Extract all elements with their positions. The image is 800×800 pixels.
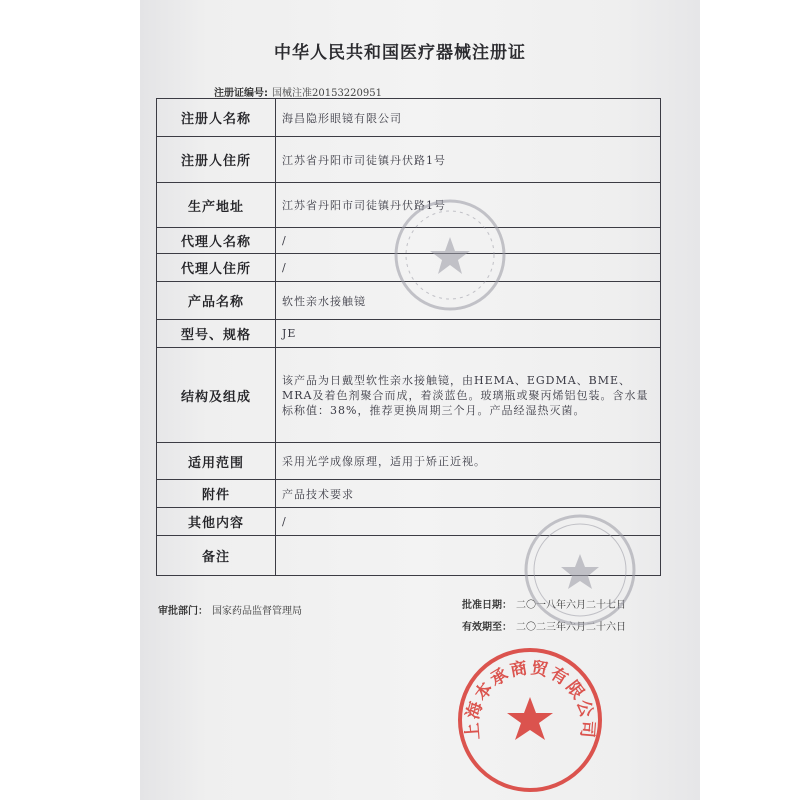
certificate-table: [156, 98, 661, 576]
approval-department: [158, 602, 302, 617]
registration-number: 国械注准20153220951: [272, 88, 382, 99]
field-label: 型号、规格: [157, 320, 276, 348]
approval-department-label: 审批部门：: [158, 606, 208, 617]
table-row: [157, 480, 661, 508]
table-row: [157, 320, 661, 348]
field-value: /: [276, 254, 661, 282]
approval-date: 二〇一八年六月二十七日: [516, 600, 626, 611]
field-label: 其他内容: [157, 508, 276, 536]
red-seal-text: 上海本承商贸有限公司: [462, 658, 598, 741]
field-value: /: [276, 508, 661, 536]
gray-official-seal: [390, 195, 510, 315]
field-value: 产品技术要求: [276, 480, 661, 508]
field-label: 注册人名称: [157, 99, 276, 137]
field-value: /: [276, 228, 661, 254]
registration-number-label: 注册证编号:: [214, 88, 268, 99]
field-label: 注册人住所: [157, 137, 276, 183]
red-company-seal: [455, 645, 605, 795]
field-label: 代理人名称: [157, 228, 276, 254]
field-label: 附件: [157, 480, 276, 508]
table-row: [157, 99, 661, 137]
field-label: 结构及组成: [157, 348, 276, 443]
table-row: [157, 443, 661, 480]
table-row: [157, 348, 661, 443]
field-label: 产品名称: [157, 282, 276, 320]
valid-until-label: 有效期至：: [462, 622, 512, 633]
gray-approval-seal: [520, 510, 640, 630]
field-label: 代理人住所: [157, 254, 276, 282]
field-value: 软性亲水接触镜: [276, 282, 661, 320]
field-value: 海昌隐形眼镜有限公司: [276, 99, 661, 137]
document-title: 中华人民共和国医疗器械注册证: [274, 43, 526, 63]
field-value: 该产品为日戴型软性亲水接触镜，由HEMA、EGDMA、BME、MRA及着色剂聚合而成，着淡蓝色。玻璃瓶或聚丙烯铝包装。含水量标称值：38%，推荐更换周期三个月。产品经湿热灭菌。: [276, 348, 661, 443]
field-label: 生产地址: [157, 183, 276, 228]
field-value: JE: [276, 320, 661, 348]
valid-until: 二〇二三年六月二十六日: [516, 622, 626, 633]
field-value: 江苏省丹阳市司徒镇丹伏路1号: [276, 137, 661, 183]
registration-number-line: [214, 84, 382, 99]
approval-date-label: 批准日期：: [462, 600, 512, 611]
field-value: 采用光学成像原理，适用于矫正近视。: [276, 443, 661, 480]
field-value: 江苏省丹阳市司徒镇丹伏路1号: [276, 183, 661, 228]
table-row: [157, 137, 661, 183]
field-label: 适用范围: [157, 443, 276, 480]
approval-department-value: 国家药品监督管理局: [212, 606, 302, 617]
field-label: 备注: [157, 536, 276, 576]
